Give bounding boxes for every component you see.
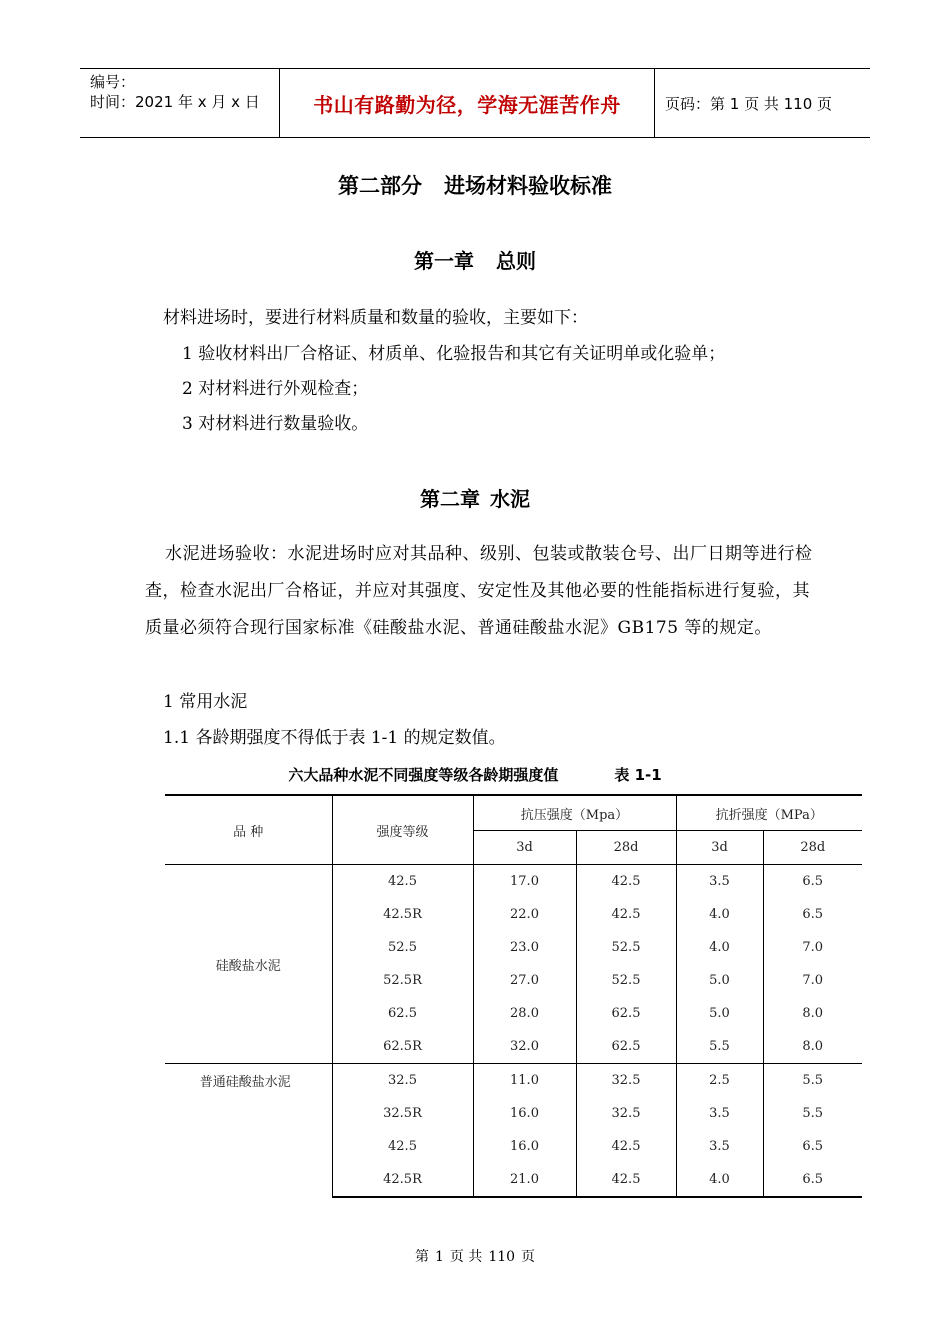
value-cell: 22.0 <box>473 898 576 931</box>
value-cell: 2.5 <box>676 1064 763 1098</box>
table-number: 表 1-1 <box>614 766 662 784</box>
value-cell: 28.0 <box>473 997 576 1030</box>
value-cell: 3.5 <box>676 1097 763 1130</box>
grade-cell: 62.5R <box>332 1030 473 1064</box>
chapter1-number: 第一章 <box>414 249 474 273</box>
value-cell: 4.0 <box>676 931 763 964</box>
value-cell: 5.5 <box>763 1097 862 1130</box>
footer-total-pages: 110 <box>488 1249 516 1265</box>
value-cell: 16.0 <box>473 1097 576 1130</box>
footer-prefix: 第 <box>414 1249 429 1265</box>
value-cell: 5.5 <box>676 1030 763 1064</box>
chapter2-paragraph: 水泥进场验收：水泥进场时应对其品种、级别、包装或散装仓号、出厂日期等进行检查，检查水泥出厂合格证，并应对其强度、安定性及其他必要的性能指标进行复验，其质量必须符合现行国家标准《硅酸盐水泥、普通硅酸盐水泥》GB175 等的规定。 <box>145 544 813 638</box>
header-variety: 品 种 <box>165 795 332 865</box>
value-cell: 23.0 <box>473 931 576 964</box>
value-cell: 5.0 <box>676 964 763 997</box>
table-title: 六大品种水泥不同强度等级各龄期强度值 <box>288 766 559 784</box>
chapter1-item: 3 对材料进行数量验收。 <box>182 414 369 434</box>
header-page-info: 页码：第 1 页 共 110 页 <box>665 94 833 113</box>
value-cell: 5.0 <box>676 997 763 1030</box>
footer-page-number: 1 <box>434 1249 444 1265</box>
header-flexural-28d: 28d <box>763 831 862 865</box>
number-label: 编号： <box>90 73 136 91</box>
value-cell: 6.5 <box>763 865 862 899</box>
table-row <box>165 865 862 899</box>
value-cell: 42.5 <box>576 865 676 899</box>
grade-cell: 42.5 <box>332 865 473 899</box>
value-cell: 8.0 <box>763 997 862 1030</box>
grade-cell: 32.5 <box>332 1064 473 1098</box>
footer-mid: 页 共 <box>449 1249 483 1265</box>
grade-cell: 42.5R <box>332 1163 473 1197</box>
chapter2-number: 第二章 <box>420 487 480 511</box>
value-cell: 4.0 <box>676 1163 763 1197</box>
value-cell: 32.5 <box>576 1064 676 1098</box>
header-compressive-3d: 3d <box>473 831 576 865</box>
footer-suffix: 页 <box>521 1249 536 1265</box>
value-cell: 3.5 <box>676 865 763 899</box>
grade-cell: 32.5R <box>332 1097 473 1130</box>
value-cell: 52.5 <box>576 931 676 964</box>
part-title <box>0 170 950 200</box>
value-cell: 42.5 <box>576 1163 676 1197</box>
grade-cell: 42.5 <box>332 1130 473 1163</box>
header-flexural-3d: 3d <box>676 831 763 865</box>
grade-cell: 52.5R <box>332 964 473 997</box>
value-cell: 6.5 <box>763 1130 862 1163</box>
chapter2-name: 水泥 <box>490 487 530 511</box>
chapter1-name: 总则 <box>496 249 536 273</box>
header-compressive-28d: 28d <box>576 831 676 865</box>
value-cell: 32.0 <box>473 1030 576 1064</box>
chapter1-intro: 材料进场时，要进行材料质量和数量的验收，主要如下： <box>163 308 588 328</box>
part-number: 第二部分 <box>338 174 422 198</box>
value-cell: 7.0 <box>763 931 862 964</box>
chapter1-item: 1 验收材料出厂合格证、材质单、化验报告和其它有关证明单或化验单； <box>182 344 726 364</box>
value-cell: 8.0 <box>763 1030 862 1064</box>
chapter1-heading <box>0 245 950 274</box>
header-flexural: 抗折强度（MPa） <box>676 795 862 831</box>
grade-cell: 62.5 <box>332 997 473 1030</box>
chapter2-heading <box>0 483 950 512</box>
header-grade: 强度等级 <box>332 795 473 865</box>
value-cell: 16.0 <box>473 1130 576 1163</box>
value-cell: 42.5 <box>576 1130 676 1163</box>
value-cell: 62.5 <box>576 997 676 1030</box>
chapter1-item: 2 对材料进行外观检查； <box>182 379 369 399</box>
header-compressive: 抗压强度（Mpa） <box>473 795 676 831</box>
header-meta <box>80 69 280 137</box>
value-cell: 6.5 <box>763 898 862 931</box>
subsection-heading: 1.1 各龄期强度不得低于表 1-1 的规定数值。 <box>163 728 506 748</box>
value-cell: 42.5 <box>576 898 676 931</box>
section-heading: 1 常用水泥 <box>163 692 248 712</box>
value-cell: 52.5 <box>576 964 676 997</box>
part-name: 进场材料验收标准 <box>444 174 612 198</box>
header-motto: 书山有路勤为径，学海无涯苦作舟 <box>280 69 655 137</box>
grade-cell: 52.5 <box>332 931 473 964</box>
value-cell: 11.0 <box>473 1064 576 1098</box>
value-cell: 7.0 <box>763 964 862 997</box>
time-label: 时间：2021 年 x 月 x 日 <box>90 93 260 111</box>
value-cell: 32.5 <box>576 1097 676 1130</box>
strength-table <box>165 794 862 1198</box>
table-caption <box>0 764 950 785</box>
page-footer <box>0 1246 950 1266</box>
value-cell: 3.5 <box>676 1130 763 1163</box>
value-cell: 5.5 <box>763 1064 862 1098</box>
value-cell: 4.0 <box>676 898 763 931</box>
variety-cell: 硅酸盐水泥 <box>215 958 281 974</box>
document-header <box>80 68 870 138</box>
value-cell: 27.0 <box>473 964 576 997</box>
table-row <box>165 1064 862 1098</box>
value-cell: 62.5 <box>576 1030 676 1064</box>
value-cell: 17.0 <box>473 865 576 899</box>
variety-cell: 普通硅酸盐水泥 <box>165 1064 332 1198</box>
value-cell: 21.0 <box>473 1163 576 1197</box>
value-cell: 6.5 <box>763 1163 862 1197</box>
grade-cell: 42.5R <box>332 898 473 931</box>
